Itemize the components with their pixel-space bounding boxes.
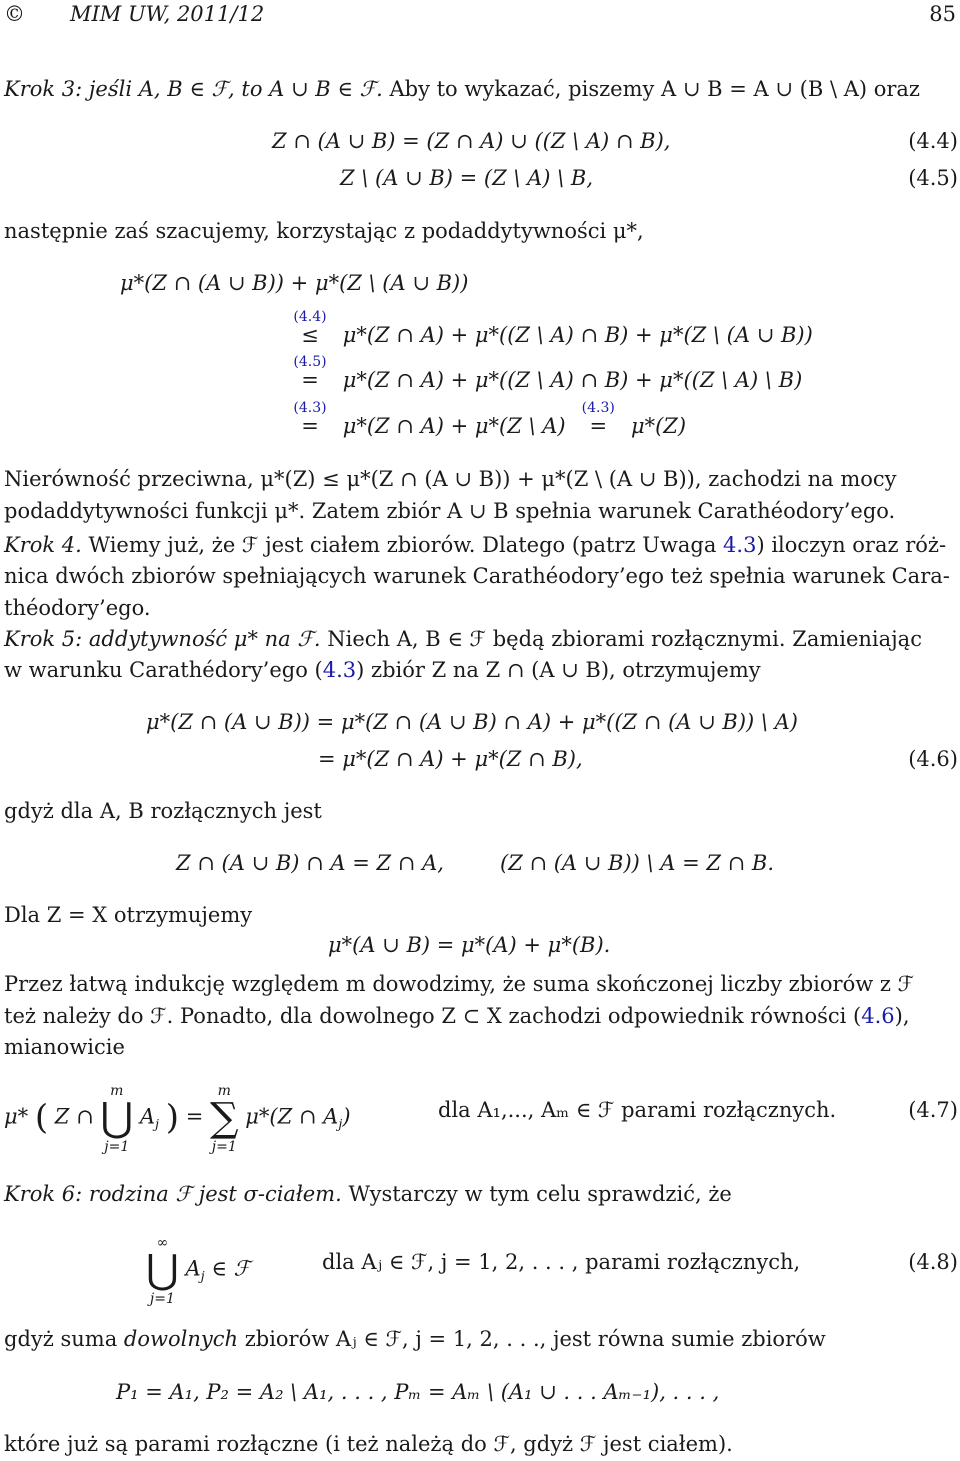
disjoint-identity-2: (Z ∩ (A ∪ B)) \ A = Z ∩ B. [500, 851, 775, 875]
equation-4-4: Z ∩ (A ∪ B) = (Z ∩ A) ∪ ((Z \ A) ∩ B), [272, 129, 671, 153]
chain-lhs: μ*(Z ∩ (A ∪ B)) + μ*(Z \ (A ∪ B)) [120, 271, 469, 295]
ref-4-3-link[interactable]: 4.3 [322, 658, 357, 682]
equation-number-4-6: (4.6) [908, 747, 958, 771]
disjoint-intro: gdyż dla A, B rozłącznych jest [4, 799, 322, 823]
equation-4-6-line-2: = μ*(Z ∩ A) + μ*(Z ∩ B), [318, 747, 583, 771]
disjoint-identity-1: Z ∩ (A ∪ B) ∩ A = Z ∩ A, [176, 851, 444, 875]
copyright-symbol: © [4, 2, 25, 26]
induction-line-1: Przez łatwą indukcję względem m dowodzimy, że suma skończonej liczby zbiorów z ℱ [4, 972, 915, 996]
step3-text: Aby to wykazać, piszemy A ∪ B = A ∪ (B \ A) oraz [382, 77, 920, 101]
countable-union-operator: ∞ ⋃ j=1 [146, 1235, 179, 1307]
equation-number-4-5: (4.5) [908, 166, 958, 190]
equation-number-4-7: (4.7) [908, 1098, 958, 1122]
ref-4-5[interactable]: (4.5) [293, 354, 327, 370]
equation-number-4-8: (4.8) [908, 1250, 958, 1274]
chain-step-3 [284, 400, 687, 438]
equation-4-5: Z \ (A ∪ B) = (Z \ A) \ B, [340, 166, 593, 190]
step5-line-1: Krok 5: addytywność μ* na ℱ. Niech A, B ∈ ℱ będą zbiorami rozłącznymi. Zamieniając [4, 627, 922, 651]
estimate-intro: następnie zaś szacujemy, korzystając z podaddytywności μ*, [4, 219, 644, 243]
whole-space-intro: Dla Z = X otrzymujemy [4, 903, 253, 927]
step6-heading: Krok 6: rodzina ℱ jest σ-ciałem. [4, 1182, 342, 1206]
union-sum-line: gdyż suma dowolnych zbiorów Aⱼ ∈ ℱ, j = 1, 2, . . ., jest równa sumie zbiorów [4, 1327, 826, 1351]
equation-4-6-line-1: μ*(Z ∩ (A ∪ B)) = μ*(Z ∩ (A ∪ B) ∩ A) + μ*((Z ∩ (A ∪ B)) \ A) [146, 710, 798, 734]
ref-4-6[interactable]: 4.6 [861, 1004, 895, 1028]
step4-heading: Krok 4. [4, 533, 82, 557]
step4-line-2: nica dwóch zbiorów spełniających warunek Carathéodory’ego też spełnia warunek Cara- [4, 564, 950, 588]
chain-step-1 [284, 309, 813, 347]
chain-relation-4: (4.3) = [572, 414, 624, 438]
step3-heading: Krok 3: jeśli A, B ∈ ℱ, to A ∪ B ∈ ℱ. [4, 77, 383, 101]
final-sentence: które już są parami rozłączne (i też należą do ℱ, gdyż ℱ jest ciałem). [4, 1432, 733, 1456]
induction-line-2: też należy do ℱ. Ponadto, dla dowolnego Z ⊂ X zachodzi odpowiednik równości (4.6), [4, 1004, 910, 1028]
partition-sets: P₁ = A₁, P₂ = A₂ \ A₁, . . . , Pₘ = Aₘ \ (A₁ ∪ . . . Aₘ₋₁), . . . , [116, 1380, 720, 1404]
equation-number-4-4: (4.4) [908, 129, 958, 153]
page-number: 85 [929, 2, 956, 26]
ref-remark-4-3[interactable]: 4.3 [723, 533, 757, 557]
step3-paragraph [4, 77, 920, 101]
equation-4-7-condition: dla A₁,..., Aₘ ∈ ℱ parami rozłącznych. [438, 1098, 837, 1122]
converse-line-2: podaddytywności funkcji μ*. Zatem zbiór A ∪ B spełnia warunek Carathéodory’ego. [4, 499, 896, 523]
chain-relation-3: (4.3) = [284, 414, 336, 438]
finite-sum-operator: m ∑ j=1 [210, 1083, 239, 1155]
finite-union-operator: m ⋃ j=1 [100, 1083, 134, 1155]
ref-4-4[interactable]: (4.4) [293, 309, 327, 325]
step4-line-3: théodory’ego. [4, 596, 151, 620]
step4-line-1: Krok 4. Wiemy już, że ℱ jest ciałem zbiorów. Dlatego (patrz Uwaga 4.3) iloczyn oraz róż- [4, 533, 947, 557]
equation-4-8-condition: dla Aⱼ ∈ ℱ, j = 1, 2, . . . , parami rozłącznych, [322, 1250, 801, 1274]
step5-heading: Krok 5: addytywność μ* na ℱ. [4, 627, 321, 651]
step6-line-1: Krok 6: rodzina ℱ jest σ-ciałem. Wystarczy w tym celu sprawdzić, że [4, 1182, 732, 1206]
chain-expr-1: μ*(Z ∩ A) + μ*((Z \ A) ∩ B) + μ*(Z \ (A ∪ B)) [342, 323, 813, 347]
ref-4-3-second[interactable]: (4.3) [581, 400, 615, 416]
ref-4-3[interactable]: (4.3) [293, 400, 327, 416]
course-title: MIM UW, 2011/12 [70, 2, 265, 26]
equation-4-8: ∞ ⋃ j=1 $A_j$ ∈ ℱ [146, 1235, 251, 1307]
chain-expr-2: μ*(Z ∩ A) + μ*((Z \ A) ∩ B) + μ*((Z \ A) \ B) [342, 368, 803, 392]
induction-line-3: mianowicie [4, 1035, 125, 1059]
chain-step-2 [284, 354, 803, 392]
step5-line-2: w warunku Carathédory’ego (4.3) zbiór Z na Z ∩ (A ∪ B), otrzymujemy [4, 658, 761, 682]
additivity-equation: μ*(A ∪ B) = μ*(A) + μ*(B). [328, 933, 611, 957]
chain-relation-2: (4.5) = [284, 368, 336, 392]
chain-expr-3a: μ*(Z ∩ A) + μ*(Z \ A) [342, 414, 566, 438]
equation-4-7: μ* ( Z ∩ m ⋃ j=1 $A_j$ ) = m ∑ j=1 μ*(Z ∩ $A_j$) [4, 1083, 351, 1155]
converse-line-1: Nierówność przeciwna, μ*(Z) ≤ μ*(Z ∩ (A ∪ B)) + μ*(Z \ (A ∪ B)), zachodzi na mocy [4, 467, 897, 491]
chain-relation-1: (4.4) ≤ [284, 323, 336, 347]
chain-expr-3b: μ*(Z) [630, 414, 687, 438]
